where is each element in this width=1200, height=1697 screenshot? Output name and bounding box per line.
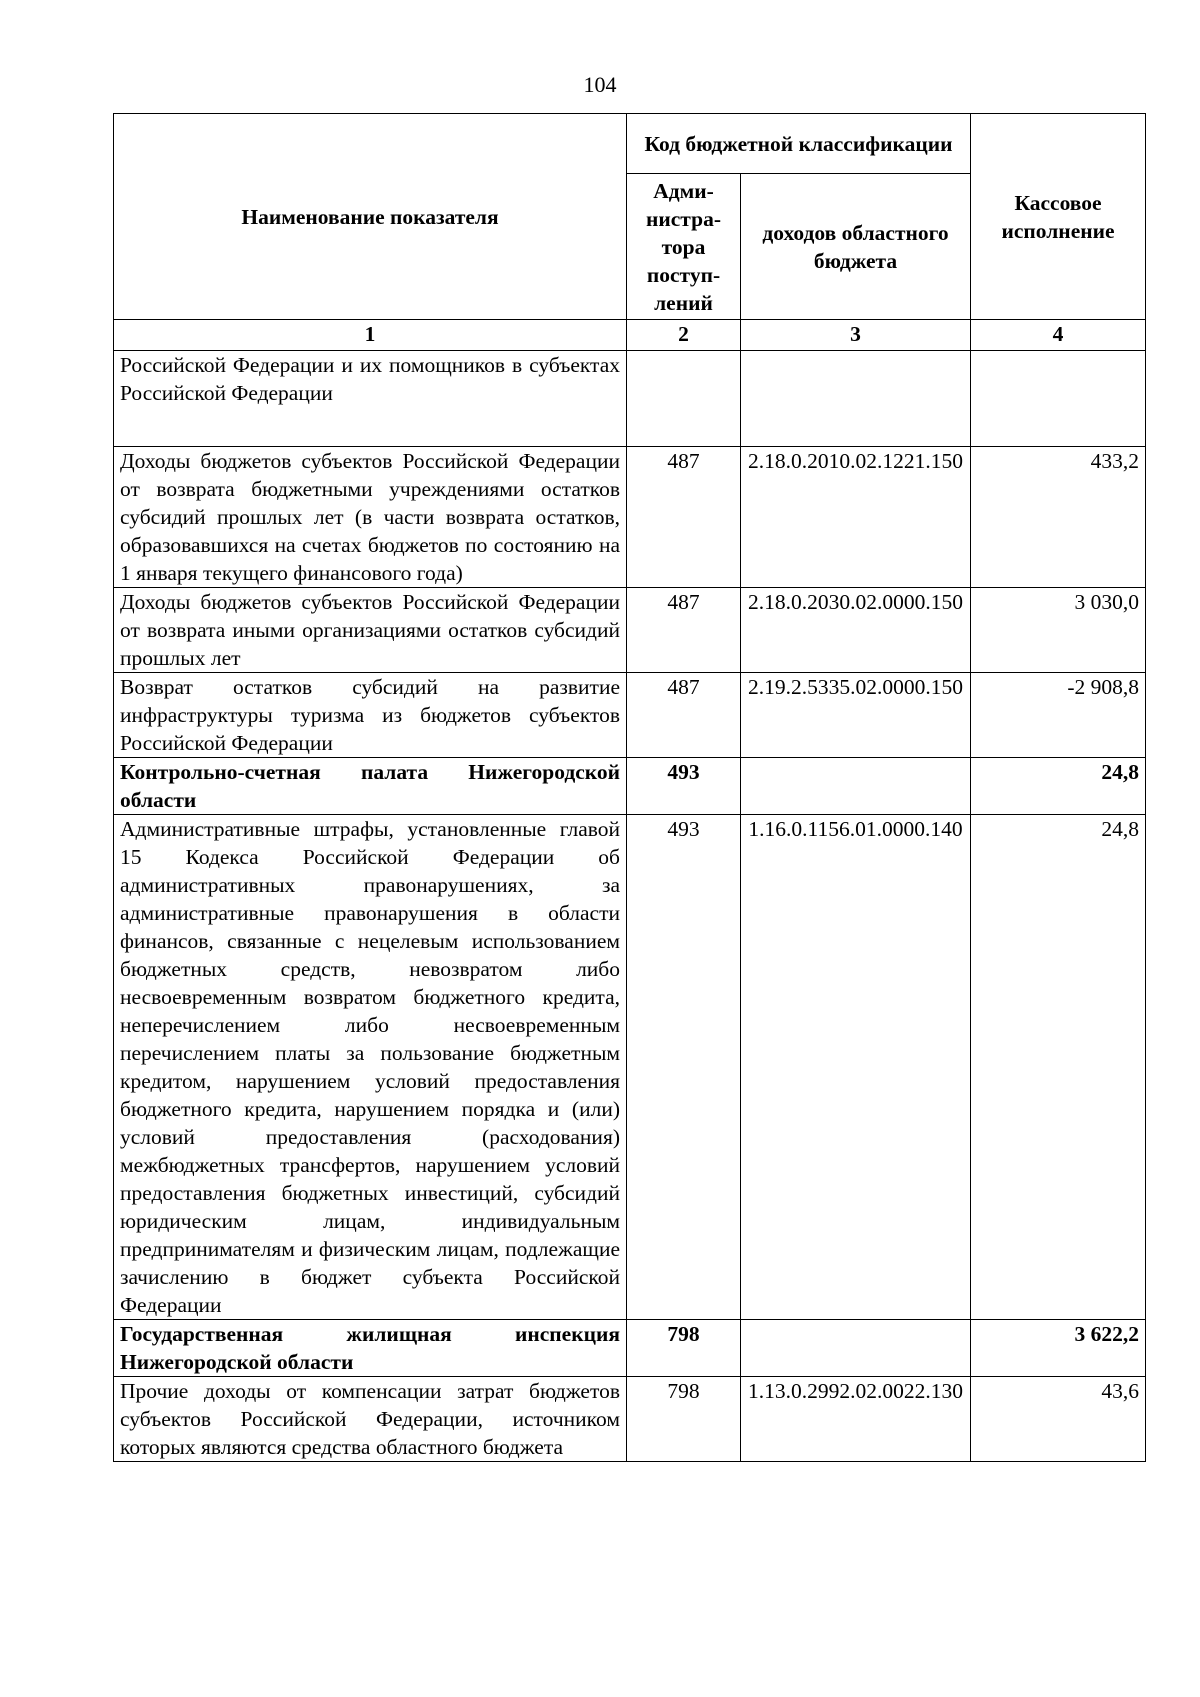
row-admin-code: 493	[627, 815, 741, 1320]
row-name: Возврат остатков субсидий на развитие инфраструктуры туризма из бюджетов субъектов Российской Федерации	[114, 673, 627, 758]
row-admin-code: 487	[627, 447, 741, 588]
table-row	[114, 1377, 1146, 1462]
row-amount: 433,2	[971, 447, 1146, 588]
header-admin: Адми-нистра-тора поступ-лений	[627, 174, 741, 320]
table-row	[114, 588, 1146, 673]
row-revenue-code: 2.19.2.5335.02.0000.150	[741, 673, 971, 758]
page-number: 104	[583, 72, 617, 97]
row-revenue-code	[741, 351, 971, 447]
row-revenue-code: 2.18.0.2010.02.1221.150	[741, 447, 971, 588]
header-amount: Кассовое исполнение	[971, 114, 1146, 320]
row-name: Прочие доходы от компенсации затрат бюджетов субъектов Российской Федерации, источником которых являются средства областного бюджета	[114, 1377, 627, 1462]
row-admin-code: 798	[627, 1320, 741, 1377]
table-row	[114, 447, 1146, 588]
row-amount: 43,6	[971, 1377, 1146, 1462]
row-revenue-code: 2.18.0.2030.02.0000.150	[741, 588, 971, 673]
row-amount: 3 622,2	[971, 1320, 1146, 1377]
header-code-group: Код бюджетной классификации	[627, 114, 971, 174]
row-admin-code: 487	[627, 673, 741, 758]
col-number: 3	[741, 320, 971, 351]
row-amount: 24,8	[971, 758, 1146, 815]
table-row-organization	[114, 1320, 1146, 1377]
row-name: Российской Федерации и их помощников в субъектах Российской Федерации	[114, 351, 627, 447]
row-name: Доходы бюджетов субъектов Российской Федерации от возврата иными организациями остатков субсидий прошлых лет	[114, 588, 627, 673]
row-name: Государственная жилищная инспекция Нижегородской области	[114, 1320, 627, 1377]
row-name: Контрольно-счетная палата Нижегородской области	[114, 758, 627, 815]
col-number: 2	[627, 320, 741, 351]
row-admin-code: 487	[627, 588, 741, 673]
row-amount	[971, 351, 1146, 447]
row-revenue-code: 1.13.0.2992.02.0022.130	[741, 1377, 971, 1462]
header-revenue: доходов областного бюджета	[741, 174, 971, 320]
row-revenue-code	[741, 758, 971, 815]
row-amount: -2 908,8	[971, 673, 1146, 758]
col-number: 4	[971, 320, 1146, 351]
row-admin-code: 798	[627, 1377, 741, 1462]
table-row	[114, 351, 1146, 447]
row-revenue-code	[741, 1320, 971, 1377]
table-row-organization	[114, 758, 1146, 815]
table-row	[114, 673, 1146, 758]
row-amount: 24,8	[971, 815, 1146, 1320]
col-number: 1	[114, 320, 627, 351]
row-revenue-code: 1.16.0.1156.01.0000.140	[741, 815, 971, 1320]
header-name: Наименование показателя	[114, 114, 627, 320]
column-numbers-row	[114, 320, 1146, 351]
row-name: Доходы бюджетов субъектов Российской Федерации от возврата бюджетными учреждениями остатков субсидий прошлых лет (в части возврата остатков, образовавшихся на счетах бюджетов по состоянию на 1 января текущего финансового года)	[114, 447, 627, 588]
row-amount: 3 030,0	[971, 588, 1146, 673]
row-admin-code: 493	[627, 758, 741, 815]
budget-table	[113, 113, 1146, 1462]
row-admin-code	[627, 351, 741, 447]
table-row	[114, 815, 1146, 1320]
row-name: Административные штрафы, установленные главой 15 Кодекса Российской Федерации об административных правонарушениях, за административные правонарушения в области финансов, связанные с нецелевым использованием бюджетных средств, невозвратом либо несвоевременным возвратом бюджетного кредита, неперечислением либо несвоевременным перечислением платы за пользование бюджетным кредитом, нарушением условий предоставления бюджетного кредита, нарушением порядка и (или) условий предоставления (расходования) межбюджетных трансфертов, нарушением условий предоставления бюджетных инвестиций, субсидий юридическим лицам, индивидуальным предпринимателям и физическим лицам, подлежащие зачислению в бюджет субъекта Российской Федерации	[114, 815, 627, 1320]
